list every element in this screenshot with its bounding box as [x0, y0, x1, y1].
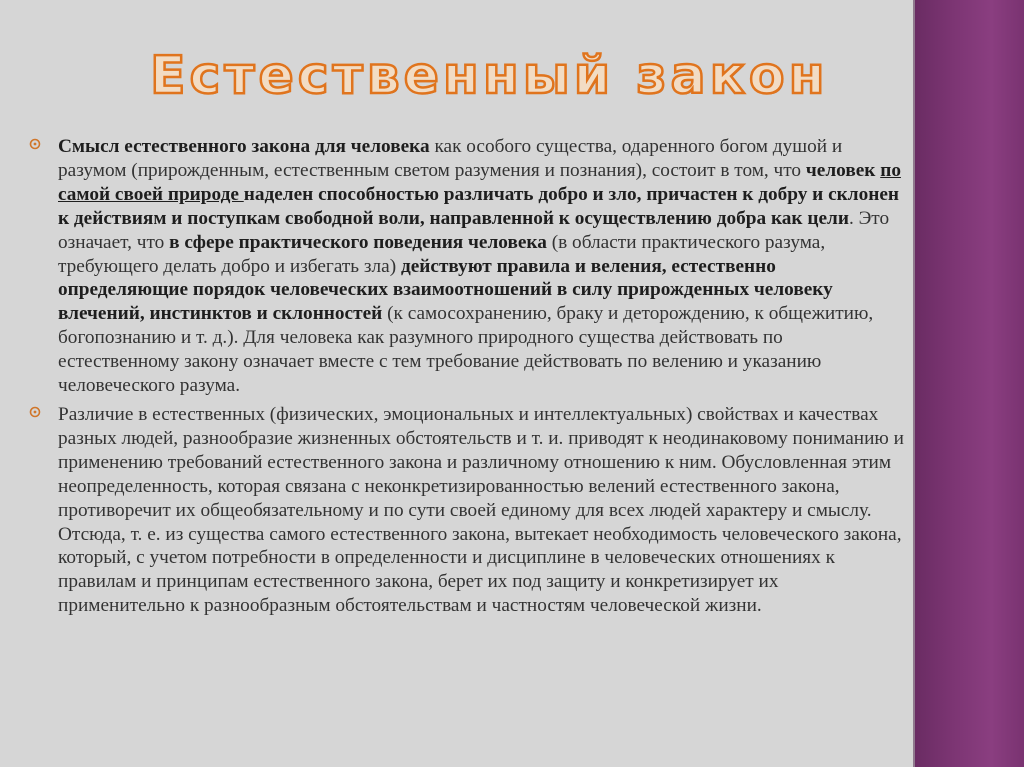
- circle-bullet-icon: [28, 137, 42, 151]
- bold-phrase: в сфере практического поведения человека: [169, 231, 547, 253]
- bullet-paragraph-2: [28, 403, 904, 618]
- bold-phrase: наделен способностью различать добро и зло, причастен к добру и склонен к действиям и поступкам свободной воли, направленной к осуществлению добра как цели: [58, 183, 900, 229]
- text-run: (в области практического разума, требующего делать добро и избегать зла): [58, 231, 826, 277]
- text-run: (к самосохранению, браку и деторождению, к общежитию, богопознанию и т. д.). Для человека как разумного природного существа действовать по естественному закону означает вместе с тем требование действовать по велению и указанию человеческого разума.: [58, 303, 874, 397]
- text-run: Различие в естественных (физических, эмоциональных и интеллектуальных) свойствах и качествах разных людей, разнообразие жизненных обстоятельств и т. и. приводят к неодинаковому пониманию и применению требований естественного закона и различному отношению к ним. Обусловленная этим неопределенность, которая связана с неконкретизированностью велений естественного закона, противоречит их общеобязательному и по сути своей единому для всех людей характеру и смыслу. Отсюда, т. е. из существа самого естественного закона, вытекает необходимость человеческого закона, который, с учетом потребности в определенности и дисциплине в человеческих отношениях к правилам и принципам естественного закона, берет их под защиту и конкретизирует их применительно к разнообразным обстоятельствам и частностям человеческой жизни.: [58, 403, 904, 617]
- slide-title: Естественный закон: [150, 46, 829, 106]
- underlined-phrase: по самой своей природе: [58, 159, 901, 205]
- accent-bar: [915, 0, 1024, 767]
- bullet-paragraph-1: [28, 135, 904, 398]
- bold-phrase: Смысл естественного закона для человека: [58, 136, 430, 157]
- bold-phrase: действуют правила и веления, естественно определяющие порядок человеческих взаимоотношений в силу прирожденных человеку влечений, инстинктов и склонностей: [58, 255, 833, 325]
- circle-bullet-icon: [28, 405, 42, 419]
- text-run: как особого существа, одаренного богом душой и разумом (прирожденным, естественным светом разумения и познания), состоит в том, что: [58, 136, 843, 181]
- slide-body: [28, 135, 904, 618]
- text-run: . Это означает, что: [58, 207, 890, 253]
- bold-phrase: человек: [805, 159, 881, 181]
